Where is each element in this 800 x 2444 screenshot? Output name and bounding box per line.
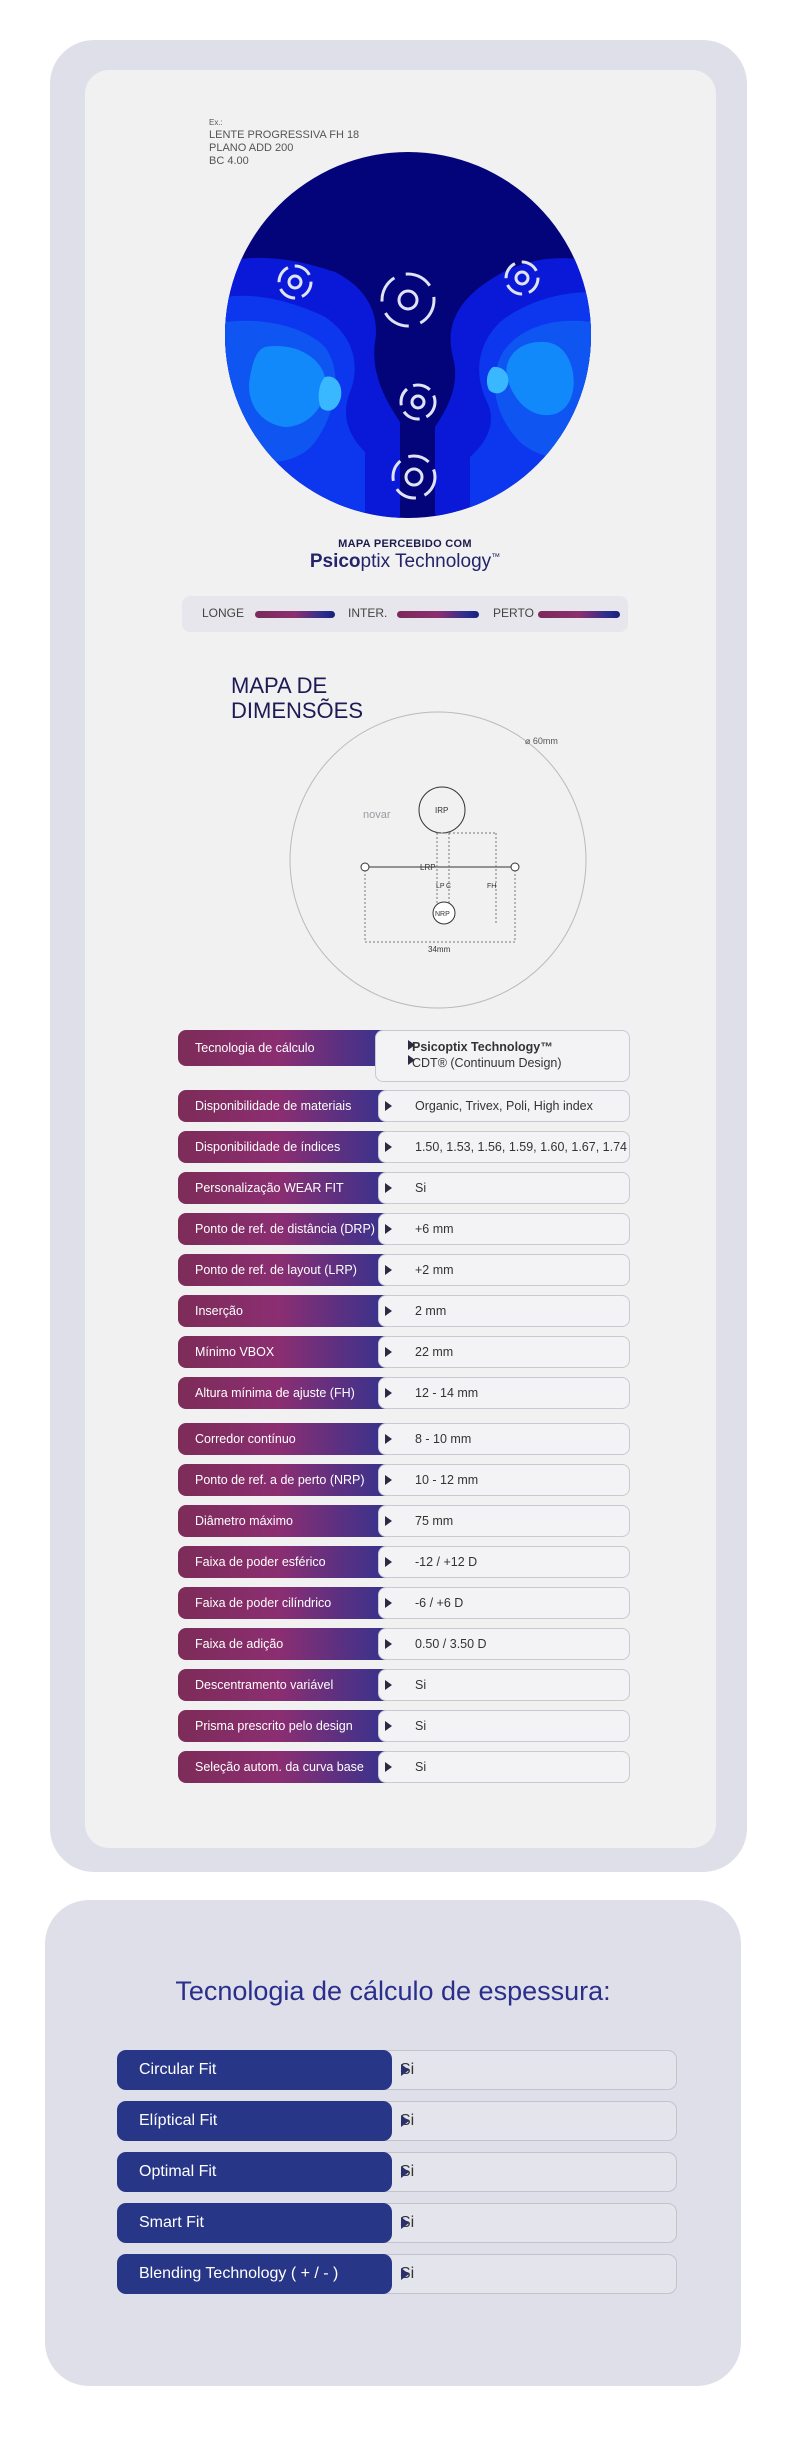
thickness-label: Smart Fit — [117, 2203, 392, 2243]
spec-row — [178, 1669, 630, 1701]
thickness-card — [45, 1900, 741, 2386]
spec-row — [178, 1336, 630, 1368]
dimensions-title-line-1: MAPA DE — [231, 673, 328, 698]
dimensions-title-line-2: DIMENSÕES — [231, 698, 364, 723]
thickness-row — [117, 2254, 677, 2294]
arrow-icon — [385, 1598, 392, 1608]
spec-value: 1.50, 1.53, 1.56, 1.59, 1.60, 1.67, 1.74 — [378, 1131, 630, 1163]
spec-value: Si — [378, 1172, 630, 1204]
thickness-title: Tecnologia de cálculo de espessura: — [175, 1976, 611, 2006]
spec-value: 8 - 10 mm — [378, 1423, 630, 1455]
spec-row — [178, 1751, 630, 1783]
spec-label: Ponto de ref. de layout (LRP) — [178, 1254, 402, 1286]
thickness-label: Elíptical Fit — [117, 2101, 392, 2141]
spec-value: Si — [378, 1751, 630, 1783]
example-line-2: PLANO ADD 200 — [209, 142, 294, 154]
arrow-icon — [385, 1101, 392, 1111]
diameter-label: ⌀ 60mm — [525, 736, 558, 746]
thickness-label: Blending Technology ( + / - ) — [117, 2254, 392, 2294]
spec-label: Disponibilidade de materiais — [178, 1090, 402, 1122]
thickness-label: Optimal Fit — [117, 2152, 392, 2192]
spec-value: Organic, Trivex, Poli, High index — [378, 1090, 630, 1122]
spec-row — [178, 1090, 630, 1122]
spec-value: 2 mm — [378, 1295, 630, 1327]
spec-label: Inserção — [178, 1295, 402, 1327]
spec-value: +6 mm — [378, 1213, 630, 1245]
thickness-row — [117, 2050, 677, 2090]
map-caption: MAPA PERCEBIDO COM — [338, 538, 472, 550]
thickness-row — [117, 2152, 677, 2192]
spec-value: -6 / +6 D — [378, 1587, 630, 1619]
spec-label: Personalização WEAR FIT — [178, 1172, 402, 1204]
width-label: 34mm — [428, 945, 451, 954]
dimensions-diagram — [285, 702, 605, 1022]
thickness-value: Si — [367, 2101, 677, 2141]
spec-label: Tecnologia de cálculo — [178, 1030, 402, 1066]
legend-longe: LONGE — [202, 606, 245, 620]
thickness-value: Si — [367, 2050, 677, 2090]
thickness-row — [117, 2203, 677, 2243]
distance-legend — [182, 596, 628, 632]
arrow-icon — [385, 1183, 392, 1193]
arrow-icon — [401, 2166, 409, 2178]
fh-label: FH — [487, 883, 497, 890]
spec-value-line-2: CDT® (Continuum Design) — [412, 1056, 562, 1070]
perceived-lens-map — [225, 152, 591, 518]
lrp-label: LRP — [420, 863, 436, 872]
spec-value: 75 mm — [378, 1505, 630, 1537]
spec-label: Disponibilidade de índices — [178, 1131, 402, 1163]
spec-row — [178, 1295, 630, 1327]
legend-perto: PERTO — [493, 606, 534, 620]
spec-label: Mínimo VBOX — [178, 1336, 402, 1368]
spec-value: 12 - 14 mm — [378, 1377, 630, 1409]
lp-label: LP — [436, 883, 445, 890]
arrow-icon — [401, 2217, 409, 2229]
spec-value: 10 - 12 mm — [378, 1464, 630, 1496]
c-label: C — [446, 883, 452, 890]
arrow-icon — [385, 1142, 392, 1152]
spec-row — [178, 1505, 630, 1537]
arrow-icon — [385, 1265, 392, 1275]
arrow-icon — [385, 1516, 392, 1526]
arrow-icon — [408, 1040, 415, 1050]
spec-label: Descentramento variável — [178, 1669, 402, 1701]
arrow-icon — [385, 1388, 392, 1398]
spec-value: 22 mm — [378, 1336, 630, 1368]
spec-label: Diâmetro máximo — [178, 1505, 402, 1537]
spec-label: Altura mínima de ajuste (FH) — [178, 1377, 402, 1409]
spec-label: Prisma prescrito pelo design — [178, 1710, 402, 1742]
spec-row — [178, 1464, 630, 1496]
arrow-icon — [385, 1721, 392, 1731]
spec-label: Faixa de poder cilíndrico — [178, 1587, 402, 1619]
arrow-icon — [385, 1475, 392, 1485]
spec-row — [178, 1423, 630, 1455]
brand-rest: ptix Technology — [360, 551, 492, 572]
arrow-icon — [385, 1639, 392, 1649]
arrow-icon — [385, 1224, 392, 1234]
spec-row — [178, 1587, 630, 1619]
arrow-icon — [401, 2064, 409, 2076]
arrow-icon — [385, 1434, 392, 1444]
thickness-label: Circular Fit — [117, 2050, 392, 2090]
nrp-label: NRP — [435, 911, 450, 918]
spec-row — [178, 1254, 630, 1286]
arrow-icon — [385, 1347, 392, 1357]
legend-longe-bar — [255, 611, 335, 618]
spec-row — [178, 1377, 630, 1409]
spec-row — [178, 1131, 630, 1163]
spec-value: Si — [378, 1669, 630, 1701]
arrow-icon — [408, 1055, 415, 1065]
example-prefix: Ex.: — [209, 118, 223, 127]
example-line-3: BC 4.00 — [209, 155, 249, 167]
novar-logo: novar — [363, 809, 391, 821]
example-line-1: LENTE PROGRESSIVA FH 18 — [209, 129, 360, 141]
irp-label: IRP — [435, 806, 449, 815]
brand-bold: Psico — [309, 551, 361, 572]
spec-row — [178, 1546, 630, 1578]
spec-value-line-1: Psicoptix Technology™ — [412, 1040, 553, 1054]
thickness-value: Si — [367, 2203, 677, 2243]
brand-tm: ™ — [491, 551, 501, 562]
arrow-icon — [401, 2115, 409, 2127]
legend-inter-bar — [397, 611, 479, 618]
arrow-icon — [385, 1557, 392, 1567]
legend-perto-bar — [538, 611, 620, 618]
spec-row — [178, 1172, 630, 1204]
spec-row — [178, 1213, 630, 1245]
spec-label: Faixa de poder esférico — [178, 1546, 402, 1578]
arrow-icon — [385, 1306, 392, 1316]
spec-value: 0.50 / 3.50 D — [378, 1628, 630, 1660]
spec-row — [178, 1628, 630, 1660]
thickness-value: Si — [367, 2254, 677, 2294]
spec-value: +2 mm — [378, 1254, 630, 1286]
arrow-icon — [385, 1762, 392, 1772]
thickness-row — [117, 2101, 677, 2141]
legend-inter: INTER. — [348, 606, 388, 620]
spec-value: Si — [378, 1710, 630, 1742]
spec-row — [178, 1030, 630, 1082]
arrow-icon — [401, 2268, 409, 2280]
spec-label: Seleção autom. da curva base — [178, 1751, 402, 1783]
spec-label: Faixa de adição — [178, 1628, 402, 1660]
spec-row — [178, 1710, 630, 1742]
psicoptix-logo — [275, 551, 535, 573]
spec-label: Ponto de ref. a de perto (NRP) — [178, 1464, 402, 1496]
spec-label: Corredor contínuo — [178, 1423, 402, 1455]
spec-value: -12 / +12 D — [378, 1546, 630, 1578]
arrow-icon — [385, 1680, 392, 1690]
thickness-value: Si — [367, 2152, 677, 2192]
spec-label: Ponto de ref. de distância (DRP) — [178, 1213, 402, 1245]
